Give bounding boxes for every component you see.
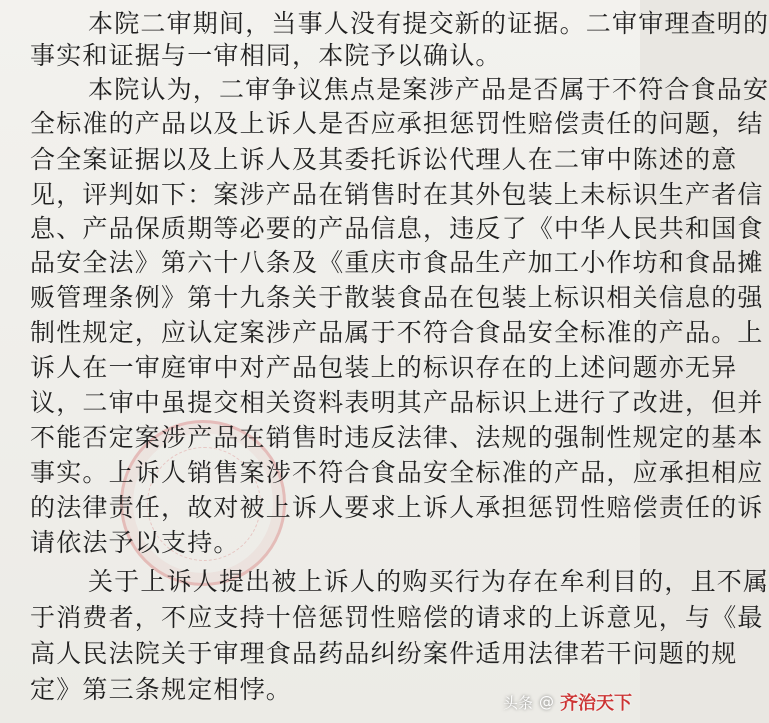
text-line: 本院二审期间，当事人没有提交新的证据。二审审理查明的 [88, 9, 769, 38]
text-line: 全标准的产品以及上诉人是否应承担惩罚性赔偿责任的问题，结 [30, 109, 764, 138]
text-line: 不能否定案涉产品在销售时违反法律、法规的强制性规定的基本 [30, 423, 764, 452]
text-line: 息、产品保质期等必要的产品信息，违反了《中华人民共和国食 [30, 214, 764, 243]
text-line: 贩管理条例》第十九条关于散装食品在包装上标识相关信息的强 [30, 283, 764, 312]
text-line: 于消费者，不应支持十倍惩罚性赔偿的请求的上诉意见，与《最 [30, 603, 764, 632]
watermark-prefix: 头条 [502, 693, 533, 712]
watermark-at: @ [539, 693, 554, 711]
text-line: 高人民法院关于审理食品药品纠纷案件适用法律若干问题的规 [30, 639, 738, 668]
text-line: 制性规定，应认定案涉产品属于不符合食品安全标准的产品。上 [30, 318, 764, 347]
text-line: 请依法予以支持。 [30, 528, 240, 557]
text-line: 合全案证据以及上诉人及其委托诉讼代理人在二审中陈述的意 [30, 145, 738, 174]
text-line: 事实和证据与一审相同，本院予以确认。 [30, 41, 502, 70]
text-line: 关于上诉人提出被上诉人的购买行为存在牟利目的，且不属 [88, 567, 769, 596]
source-watermark [503, 689, 632, 715]
text-line: 定》第三条规定相悖。 [30, 675, 293, 704]
text-line: 品安全法》第六十八条及《重庆市食品生产加工小作坊和食品摊 [30, 248, 764, 277]
text-line: 见，评判如下：案涉产品在销售时在其外包装上未标识生产者信 [30, 180, 764, 209]
watermark-brand: 齐治天下 [560, 693, 632, 714]
text-line: 本院认为，二审争议焦点是案涉产品是否属于不符合食品安 [88, 75, 769, 104]
text-line: 的法律责任，故对被上诉人要求上诉人承担惩罚性赔偿责任的诉 [30, 493, 764, 522]
text-line: 诉人在一审庭审中对产品包装上的标识存在的上述问题亦无异 [30, 353, 738, 382]
text-line: 议，二审中虽提交相关资料表明其产品标识上进行了改进，但并 [30, 388, 764, 417]
text-line: 事实。上诉人销售案涉不符合食品安全标准的产品，应承担相应 [30, 458, 764, 487]
